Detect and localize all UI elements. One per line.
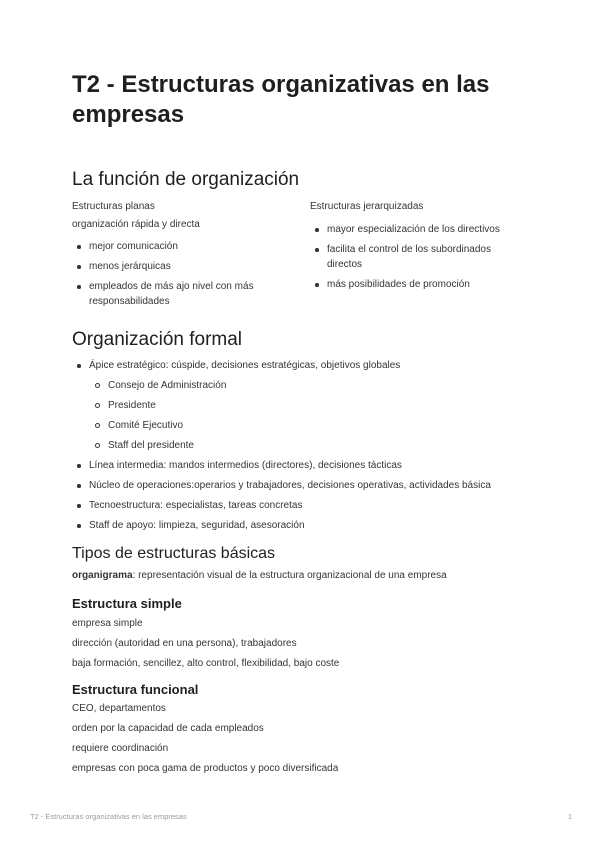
- column-jerarquizadas: [310, 198, 510, 314]
- subheading-funcional: Estructura funcional: [72, 682, 199, 697]
- list-item: mayor especialización de los directivos: [310, 222, 510, 237]
- list-item: Núcleo de operaciones:operarios y trabajadores, decisiones operativas, actividades básica: [72, 478, 528, 493]
- formal-list: [72, 358, 528, 533]
- list-item: [72, 358, 528, 453]
- organigrama-term: organigrama: [72, 570, 133, 581]
- document-page: [72, 70, 528, 779]
- list-item: Tecnoestructura: especialistas, tareas concretas: [72, 498, 528, 513]
- list-item: Línea intermedia: mandos intermedios (directores), decisiones tácticas: [72, 458, 528, 473]
- organigrama-definition: [72, 566, 528, 586]
- planas-list: [72, 239, 310, 309]
- paragraph: requiere coordinación: [72, 743, 169, 754]
- sub-list-item: Consejo de Administración: [89, 378, 528, 393]
- paragraph: orden por la capacidad de cada empleados: [72, 723, 264, 734]
- section-heading-formal: Organización formal: [72, 329, 243, 350]
- two-column-block: [72, 198, 528, 314]
- list-item: más posibilidades de promoción: [310, 277, 510, 292]
- organigrama-text: : representación visual de la estructura organizacional de una empresa: [132, 570, 447, 581]
- section-heading-tipos: Tipos de estructuras básicas: [72, 545, 276, 562]
- list-item: facilita el control de los subordinados directos: [310, 242, 510, 272]
- apex-label: Ápice estratégico: cúspide, decisiones estratégicas, objetivos globales: [89, 360, 401, 371]
- list-item: Staff de apoyo: limpieza, seguridad, asesoración: [72, 518, 528, 533]
- sub-list-item: Staff del presidente: [89, 438, 528, 453]
- subheading-simple: Estructura simple: [72, 596, 182, 611]
- column-label: Estructuras jerarquizadas: [310, 201, 424, 212]
- paragraph: empresas con poca gama de productos y poco diversificada: [72, 763, 339, 774]
- list-item: empleados de más ajo nivel con más responsabilidades: [72, 279, 310, 309]
- paragraph: baja formación, sencillez, alto control, flexibilidad, bajo coste: [72, 658, 340, 669]
- apex-sublist: [89, 378, 528, 453]
- page-number: 1: [567, 812, 572, 821]
- list-item: mejor comunicación: [72, 239, 310, 254]
- column-planas: [72, 198, 310, 314]
- paragraph: dirección (autoridad en una persona), trabajadores: [72, 638, 297, 649]
- column-label: Estructuras planas: [72, 201, 155, 212]
- sub-list-item: Presidente: [89, 398, 528, 413]
- paragraph: CEO, departamentos: [72, 703, 166, 714]
- sub-list-item: Comité Ejecutivo: [89, 418, 528, 433]
- page-footer: [30, 812, 572, 821]
- footer-title: T2 - Estructuras organizativas en las empresas: [30, 812, 187, 821]
- section-heading-funcion: La función de organización: [72, 169, 300, 190]
- list-item: menos jerárquicas: [72, 259, 310, 274]
- paragraph: empresa simple: [72, 618, 143, 629]
- jerarquizadas-list: [310, 222, 510, 292]
- column-subtitle: organización rápida y directa: [72, 219, 200, 230]
- page-title: T2 - Estructuras organizativas en las empresas: [72, 71, 490, 128]
